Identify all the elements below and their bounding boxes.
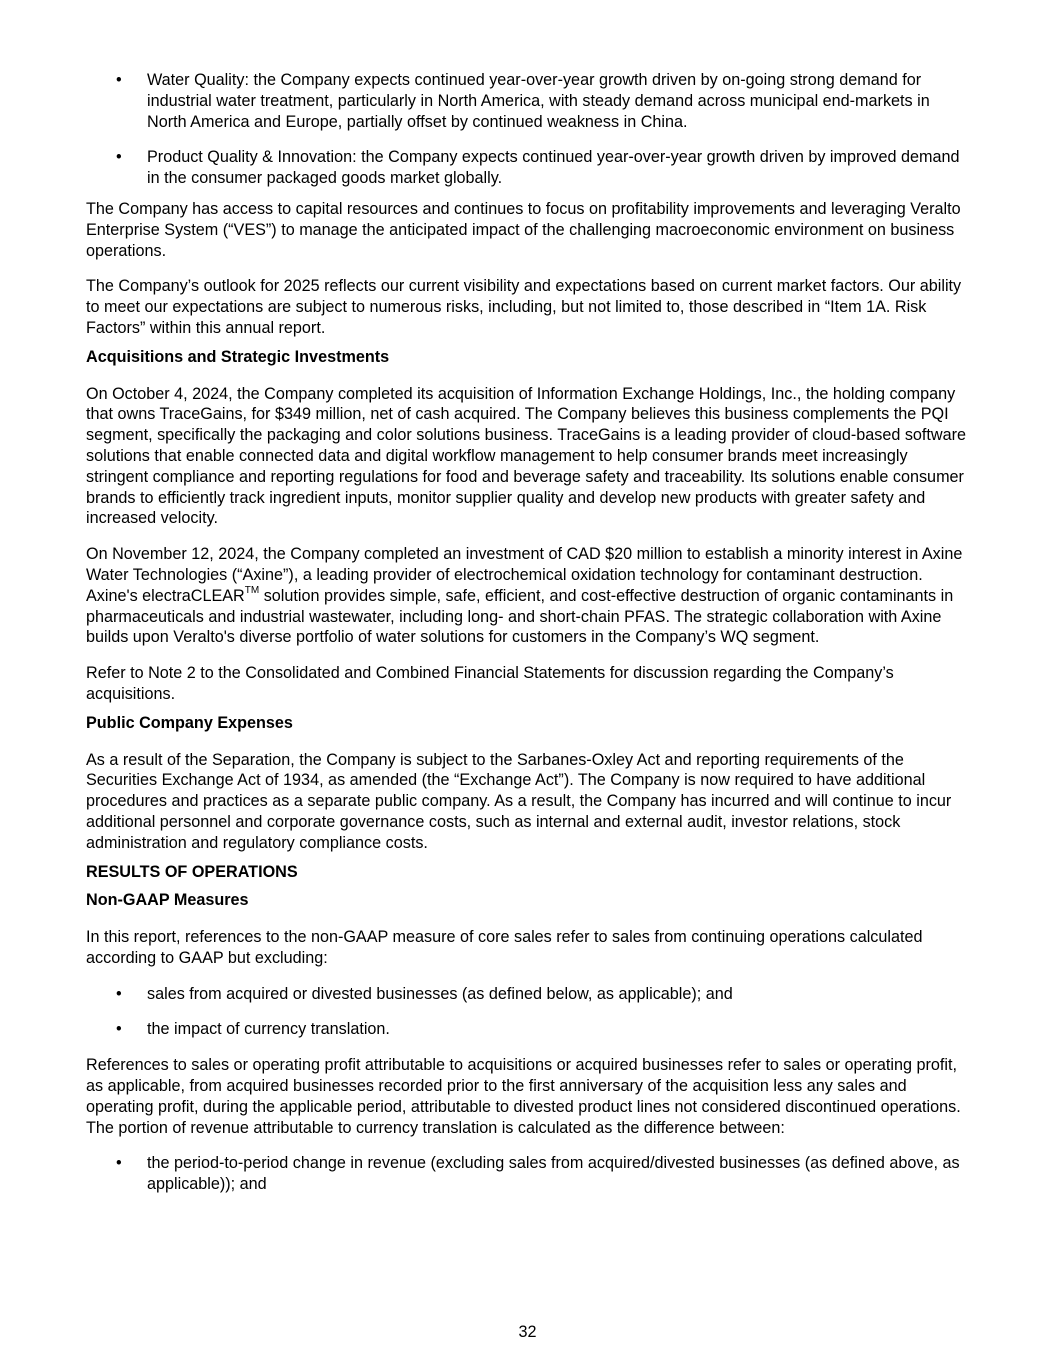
trademark-mark: TM — [244, 585, 260, 597]
bullet-text: the impact of currency translation. — [147, 1020, 390, 1039]
paragraph-public-company: As a result of the Separation, the Company is subject to the Sarbanes-Oxley Act and reporting requirements of the Securities Exchange Act of 1934, as amended (the “Exchange Act”). The Company is now required to have additional procedures and practices as a separate public company. As a result, the Company has incurred and will continue to incur additional personnel and corporate governance costs, such as internal and external audit, investor relations, stock administration and regulatory compliance costs. — [86, 750, 952, 852]
paragraph-references: References to sales or operating profit attributable to acquisitions or acquired businesses refer to sales or operating profit, as applicable, from acquired businesses recorded prior to the first anniversary of the acquisition less any sales and operating profit, during the applicable period, attributable to divested product lines not considered discontinued operations. The portion of revenue attributable to currency translation is calculated as the difference between: — [86, 1056, 961, 1137]
bullet-marker: • — [116, 1154, 122, 1173]
bullet-text: the period-to-period change in revenue (excluding sales from acquired/divested businesses (as defined above, as applicable)); and — [147, 1154, 960, 1194]
bullet-marker: • — [116, 148, 122, 167]
heading-public-company-expenses: Public Company Expenses — [86, 713, 293, 732]
bullet-marker: • — [116, 1020, 122, 1039]
document-page — [86, 70, 971, 1210]
page-number: 32 — [518, 1323, 537, 1341]
bullet-currency-translation — [86, 1019, 971, 1040]
paragraph-non-gaap: In this report, references to the non-GAAP measure of core sales refer to sales from continuing operations calculated according to GAAP but excluding: — [86, 928, 923, 967]
bullet-marker: • — [116, 71, 122, 89]
bullet-text: sales from acquired or divested businesses (as defined below, as applicable); and — [147, 984, 733, 1003]
bullet-text: Product Quality & Innovation: the Company expects continued year-over-year growth driven by improved demand in the consumer packaged goods market globally. — [147, 148, 960, 188]
bullet-water-quality — [86, 70, 971, 132]
paragraph-outlook: The Company’s outlook for 2025 reflects our current visibility and expectations based on current market factors. Our ability to meet our expectations are subject to numerous risks, including, but not limited to, those described in “Item 1A. Risk Factors” within this annual report. — [86, 277, 962, 337]
axine-text-after: solution provides simple, safe, efficient, and cost-effective destruction of organic contaminants in pharmaceuticals and industrial wastewater, including long- and short-chain PFAS. The strategic collaboration with Axine builds upon Veralto's diverse portfolio of water solutions for customers in the Company’s WQ segment. — [86, 586, 954, 647]
heading-non-gaap: Non-GAAP Measures — [86, 891, 249, 910]
paragraph-capital-resources: The Company has access to capital resources and continues to focus on profitability improvements and leveraging Veralto Enterprise System (“VES”) to manage the anticipated impact of the challenging macroeconomic environment on business operations. — [86, 199, 961, 260]
bullet-marker: • — [116, 984, 122, 1003]
paragraph-tracegains: On October 4, 2024, the Company completed its acquisition of Information Exchange Holdings, Inc., the holding company that owns TraceGains, for $349 million, net of cash acquired. The Company believes this business complements the PQI segment, specifically the packaging and color solutions business. TraceGains is a leading provider of cloud-based software solutions that enable connected data and digital workflow management to help consumer brands meet increasingly stringent compliance and reporting regulations for food and beverage safety and traceability. Its solutions enable consumer brands to efficiently track ingredient inputs, monitor supplier quality and develop new products with greater safety and increased velocity. — [86, 384, 967, 528]
bullet-period-change — [86, 1153, 971, 1195]
bullet-product-quality — [86, 147, 971, 189]
paragraph-note-2: Refer to Note 2 to the Consolidated and Combined Financial Statements for discussion regarding the Company’s acquisitions. — [86, 664, 894, 703]
heading-acquisitions: Acquisitions and Strategic Investments — [86, 347, 390, 366]
bullet-text: Water Quality: the Company expects continued year-over-year growth driven by on-going strong demand for industrial water treatment, particularly in North America, with steady demand across municipal end-markets in North America and Europe, partially offset by continued weakness in China. — [147, 71, 930, 131]
axine-text-before: On November 12, 2024, the Company completed an investment of CAD $20 million to establish a minority interest in Axine Water Technologies (“Axine”), a leading provider of electrochemical oxidation technology for contaminant destruction. Axine's electraCLEAR — [86, 545, 963, 605]
bullet-acquired-divested — [86, 984, 971, 1005]
paragraph-axine — [86, 544, 971, 648]
heading-results-of-operations: RESULTS OF OPERATIONS — [86, 862, 298, 881]
